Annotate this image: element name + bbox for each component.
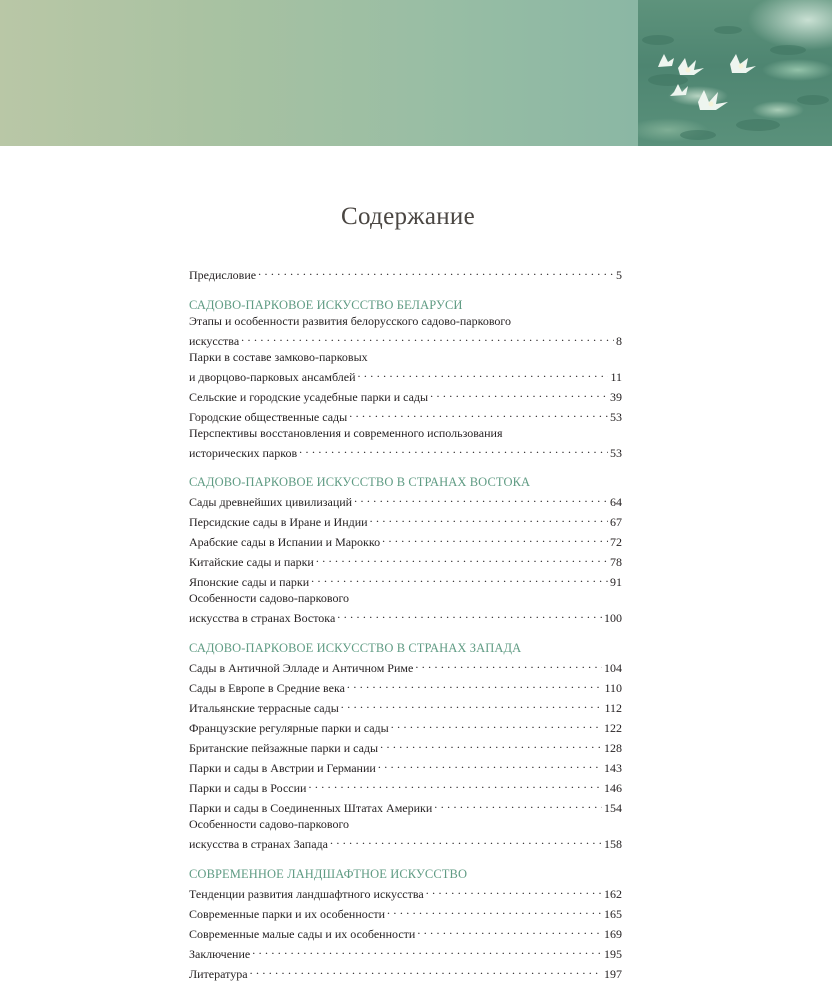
toc-entry-title: искусства в странах Востока	[189, 611, 336, 625]
toc-entry[interactable]	[189, 606, 622, 626]
toc-entry[interactable]	[189, 570, 622, 590]
toc-entry[interactable]	[189, 716, 622, 736]
dot-leader	[341, 696, 603, 712]
dot-leader	[308, 776, 602, 792]
toc-entry[interactable]	[189, 405, 622, 425]
dot-leader	[330, 832, 602, 848]
toc-entry[interactable]	[189, 510, 622, 530]
toc-entry[interactable]	[189, 962, 622, 982]
toc-page-number: 128	[604, 741, 622, 755]
toc-entry-title: и дворцово-парковых ансамблей	[189, 370, 356, 384]
dot-leader	[241, 329, 614, 345]
page-title: Содержание	[341, 203, 475, 230]
toc-entry-title: Парки и сады в Соединенных Штатах Америки	[189, 801, 433, 815]
dot-leader	[387, 902, 602, 918]
toc-page-number: 72	[610, 535, 622, 549]
toc-page-number: 197	[604, 967, 622, 981]
toc-page-number: 195	[604, 947, 622, 961]
water-lily-icon	[638, 0, 832, 146]
toc-entry[interactable]	[189, 942, 622, 962]
toc-entry[interactable]	[189, 385, 622, 405]
toc-entry[interactable]	[189, 776, 622, 796]
toc-page-number: 112	[604, 701, 622, 715]
toc-entry-line: Особенности садово-паркового	[189, 817, 350, 831]
dot-leader	[430, 385, 608, 401]
toc-entry-title: Французские регулярные парки и сады	[189, 721, 389, 735]
section-heading: САДОВО-ПАРКОВОЕ ИСКУССТВО В СТРАНАХ ЗАПАДА	[189, 641, 522, 655]
toc-entry-title: Персидские сады в Иране и Индии	[189, 515, 368, 529]
toc-entry-title: Городские общественные сады	[189, 410, 348, 424]
toc-entry-title: Японские сады и парки	[189, 575, 310, 589]
toc-entry[interactable]	[189, 490, 622, 510]
dot-leader	[417, 922, 602, 938]
dot-leader	[258, 263, 614, 279]
dot-leader	[250, 962, 602, 978]
dot-leader	[299, 441, 608, 457]
toc-page-number: 5	[616, 268, 622, 282]
dot-leader	[391, 716, 602, 732]
toc-entry[interactable]	[189, 922, 622, 942]
toc-page-number: 53	[610, 410, 622, 424]
toc-entry-title: Британские пейзажные парки и сады	[189, 741, 379, 755]
dot-leader	[415, 656, 602, 672]
dot-leader	[347, 676, 603, 692]
water-lily-photo	[638, 0, 832, 146]
toc-entry-title: Арабские сады в Испании и Марокко	[189, 535, 381, 549]
toc-entry-title: Сельские и городские усадебные парки и сады	[189, 390, 429, 404]
toc-entry-title: Современные парки и их особенности	[189, 907, 386, 921]
toc-page-number: 91	[610, 575, 622, 589]
toc-page-number: 100	[604, 611, 622, 625]
toc-entry[interactable]	[189, 676, 622, 696]
toc-page-number: 162	[604, 887, 622, 901]
toc-entry-title: искусства в странах Запада	[189, 837, 328, 851]
toc-page-number: 165	[604, 907, 622, 921]
toc-page-number: 169	[604, 927, 622, 941]
toc-entry[interactable]	[189, 441, 622, 461]
toc-entry[interactable]	[189, 756, 622, 776]
dot-leader	[382, 530, 608, 546]
dot-leader	[378, 756, 602, 772]
toc-entry[interactable]	[189, 550, 622, 570]
toc-entry-line: Перспективы восстановления и современного использования	[189, 426, 503, 440]
toc-entry-line: Парки в составе замково-парковых	[189, 350, 368, 364]
toc-entry-title: Предисловие	[189, 268, 257, 282]
toc-page-number: 158	[604, 837, 622, 851]
toc-entry-title: Заключение	[189, 947, 251, 961]
toc-page-number: 143	[604, 761, 622, 775]
toc-entry-title: Современные малые сады и их особенности	[189, 927, 416, 941]
section-heading: САДОВО-ПАРКОВОЕ ИСКУССТВО В СТРАНАХ ВОСТОКА	[189, 475, 531, 489]
toc-page-number: 39	[610, 390, 622, 404]
dot-leader	[426, 882, 602, 898]
dot-leader	[252, 942, 602, 958]
toc-entry[interactable]	[189, 696, 622, 716]
toc-entry[interactable]	[189, 796, 622, 816]
toc-entry-title: Парки и сады в России	[189, 781, 307, 795]
toc-page-number: 110	[604, 681, 622, 695]
section-heading: СОВРЕМЕННОЕ ЛАНДШАФТНОЕ ИСКУССТВО	[189, 867, 468, 881]
toc-entry-line: Этапы и особенности развития белорусского садово-паркового	[189, 314, 512, 328]
toc-entry[interactable]	[189, 365, 622, 385]
toc-page-number: 154	[604, 801, 622, 815]
toc-page-number: 146	[604, 781, 622, 795]
toc-entry-title: Сады в Европе в Средние века	[189, 681, 345, 695]
toc-page-number: 64	[610, 495, 622, 509]
toc-entry-title: Парки и сады в Австрии и Германии	[189, 761, 376, 775]
toc-page-number: 67	[610, 515, 622, 529]
toc-entry-title: Тенденции развития ландшафтного искусства	[189, 887, 424, 901]
toc-entry-title: Китайские сады и парки	[189, 555, 314, 569]
section-heading: САДОВО-ПАРКОВОЕ ИСКУССТВО БЕЛАРУСИ	[189, 298, 463, 312]
toc-entry[interactable]	[189, 656, 622, 676]
dot-leader	[380, 736, 602, 752]
dot-leader	[354, 490, 608, 506]
dot-leader	[370, 510, 608, 526]
toc-page-number: 104	[604, 661, 622, 675]
dot-leader	[349, 405, 608, 421]
dot-leader	[316, 550, 608, 566]
dot-leader	[434, 796, 602, 812]
toc-entry[interactable]	[189, 530, 622, 550]
toc-entry-title: исторических парков	[189, 446, 298, 460]
toc-entry-line: Особенности садово-паркового	[189, 591, 350, 605]
toc-page-number: 53	[610, 446, 622, 460]
toc-page-number: 8	[616, 334, 622, 348]
toc-entry[interactable]	[189, 263, 622, 283]
toc-page-number: 11	[610, 370, 622, 384]
table-of-contents	[189, 263, 622, 982]
toc-page-number: 122	[604, 721, 622, 735]
toc-entry[interactable]	[189, 736, 622, 756]
toc-entry[interactable]	[189, 902, 622, 922]
toc-entry-title: Литература	[189, 967, 248, 981]
toc-entry-title: Итальянские террасные сады	[189, 701, 339, 715]
toc-entry[interactable]	[189, 329, 622, 349]
dot-leader	[358, 365, 609, 381]
toc-entry-title: искусства	[189, 334, 240, 348]
dot-leader	[337, 606, 602, 622]
toc-entry-title: Сады древнейших цивилизаций	[189, 495, 353, 509]
dot-leader	[311, 570, 608, 586]
toc-page-number: 78	[610, 555, 622, 569]
toc-entry[interactable]	[189, 832, 622, 852]
toc-entry-title: Сады в Античной Элладе и Античном Риме	[189, 661, 414, 675]
toc-entry[interactable]	[189, 882, 622, 902]
